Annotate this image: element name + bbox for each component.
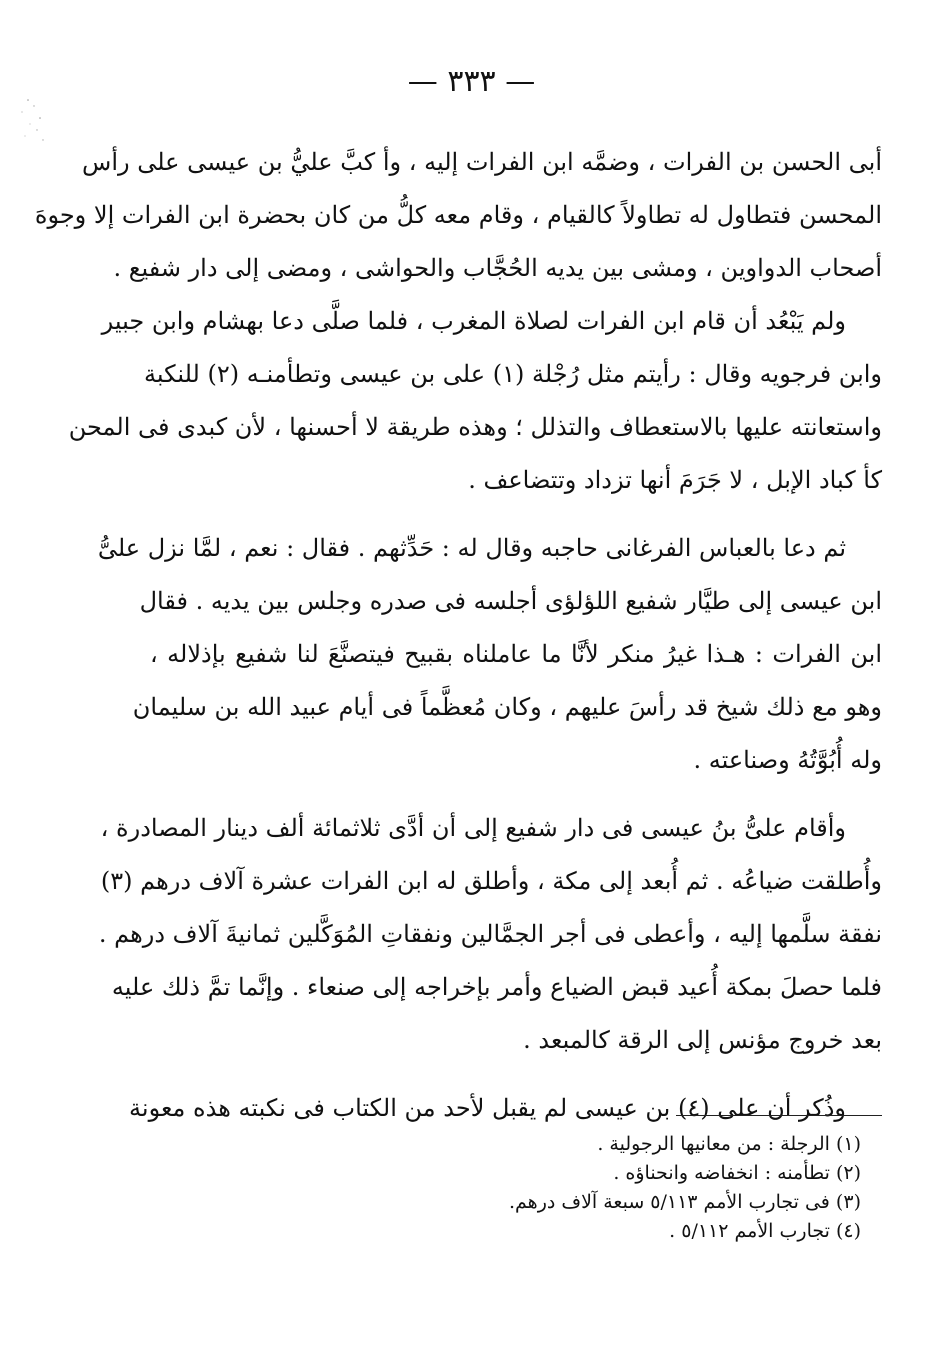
text-line: ابن عيسى إلى طيَّار شفيع اللؤلؤى أجلسه فى صدره وجلس بين يديه . فقال [139,587,882,615]
footnote: (١) الرجلة : من معانيها الرجولية . [597,1133,861,1155]
paragraph [129,1082,882,1135]
text-line: وهو مع ذلك شيخ قد رأسَ عليهم ، وكان مُعظَّماً فى أيام عبيد الله بن سليمان [132,693,882,721]
text-line: كأ كباد الإبل ، لا جَرَمَ أنها تزداد وتتضاعف . [468,466,882,494]
text-line: فلما حصلَ بمكة أُعيد قبض الضياع وأمر بإخراجه إلى صنعاء . وإنَّما تمَّ ذلك عليه [111,973,882,1001]
text-line: أصحاب الدواوين ، ومشى بين يديه الحُجَّاب والحواشى ، ومضى إلى دار شفيع . [113,254,882,282]
footnotes [441,1130,861,1246]
text-line: واستعانته عليها بالاستعطاف والتذلل ؛ وهذه طريقة لا أحسنها ، لأن كبدى فى المحن [68,413,882,441]
text-line: نفقة سلَّمها إليه ، وأعطى فى أجر الجمَّالين ونفقاتِ المُوَكَّلين ثمانيةَ آلاف درهم . [98,920,882,948]
text-line: وأقام علىُّ بنُ عيسى فى دار شفيع إلى أن أدَّى ثلاثمائة ألف دينار المصادرة ، [100,814,846,842]
text-line: وأُطلقت ضياعُه . ثم أُبعد إلى مكة ، وأطلق له ابن الفرات عشرة آلاف درهم (٣) [100,867,882,895]
footnote: (٢) تطأمنه : انخفاضه وانحناؤه . [613,1162,861,1184]
paragraph-gap [150,507,882,522]
text-line: المحسن فتطاول له تطاولاً كالقيام ، وقام معه كلُّ من كان بحضرة ابن الفرات إلا وجوهَ [34,201,882,229]
paragraph [34,136,882,507]
text-line: وذُكر أن على (٤) بن عيسى لم يقبل لأحد من الكتاب فى نكبته هذه معونة [129,1094,846,1122]
paragraph [98,802,882,1067]
text-line: بعد خروج مؤنس إلى الرقة كالمبعد . [523,1026,882,1054]
footnote: (٣) فى تجارب الأمم ٥/١١٣ سبعة آلاف درهم. [509,1191,861,1213]
page-number: — ٣٣٣ — [407,64,536,99]
text-line: ابن الفرات : هـذا غيرُ منكر لأنَّا ما عاملناه بقبيح فيتصنَّعَ لنا شفيع بإذلاله ، [150,640,882,668]
text-line: وابن فرجويه وقال : رأيتم مثل رُجْلة (١) على بن عيسى وتطأمنـه (٢) للنكبة [143,360,882,388]
footnote: (٤) تجارب الأمم ٥/١١٢ . [669,1220,861,1242]
footnote-divider [676,1115,882,1116]
paragraph-gap [150,1067,882,1082]
text-line: وله أُبُوَّتُهُ وصناعته . [693,746,882,774]
text-line: ولم يَبْعُد أن قام ابن الفرات لصلاة المغرب ، فلما صلَّى دعا بهشام وابن جبير [101,307,846,335]
paragraph-gap [150,787,882,802]
text-line: ثم دعا بالعباس الفرغانى حاجبه وقال له : حَدِّثهم . فقال : نعم ، لمَّا نزل علىُّ [97,534,846,562]
paragraph [97,522,882,787]
text-line: أبى الحسن بن الفرات ، وضمَّه ابن الفرات إليه ، وأ كبَّ عليُّ بن عيسى على رأس [82,148,882,176]
body-text [34,136,882,1135]
